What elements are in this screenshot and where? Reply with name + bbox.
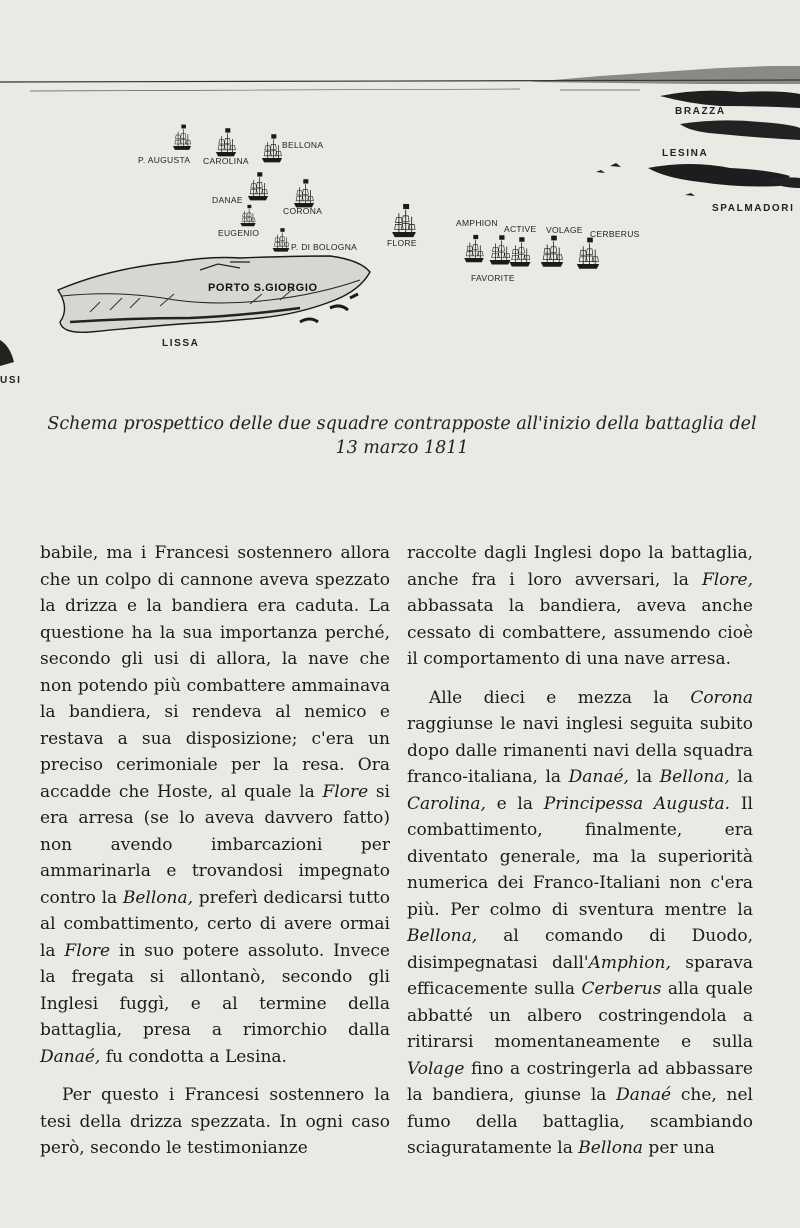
ship-name-italic: Volage <box>407 1058 465 1079</box>
label-porto-s-giorgio: PORTO S.GIORGIO <box>208 282 318 294</box>
label-lesina: LESINA <box>662 148 709 159</box>
label-corona: CORONA <box>283 206 323 216</box>
text-run: fino a costringerla ad abbassare la bandiera, giunse la <box>407 1058 753 1105</box>
label-bellona: BELLONA <box>282 140 324 150</box>
text-run: raccolte dagli Inglesi dopo la battaglia, anche fra i loro avversari, la <box>407 543 753 590</box>
left-paragraph-2 <box>40 1082 390 1162</box>
text-run: la <box>628 767 660 787</box>
label-favorite: FAVORITE <box>471 273 515 283</box>
text-run: Per questo i Francesi sostennero la tesi della drizza spezzata. In ogni caso però, secondo le testimonianze <box>40 1085 390 1158</box>
ship-name-italic: Flore <box>64 940 111 961</box>
label-amphion: AMPHION <box>456 218 498 228</box>
ship-name-italic: Amphion, <box>588 952 671 973</box>
text-column-left <box>40 540 390 1162</box>
ship-name-italic: Corona <box>690 687 753 708</box>
label-lissa: LISSA <box>162 338 200 349</box>
label-carolina: CAROLINA <box>203 156 249 166</box>
text-run: Alle dieci e mezza la <box>429 687 691 708</box>
text-run: alla quale abbatté un albero costringendola a ritirarsi momentaneamente e sulla <box>407 979 753 1052</box>
text-run: al comando di Duodo, disimpegnatasi dall' <box>407 926 753 973</box>
ship-name-italic: Carolina, <box>407 793 486 814</box>
label-p-augusta: P. AUGUSTA <box>138 155 191 165</box>
ship-name-italic: Principessa Augusta. <box>543 793 731 814</box>
ship-name-italic: Danaé <box>616 1085 672 1105</box>
ship-name-italic: Danaé, <box>40 1046 101 1067</box>
left-paragraph-1 <box>40 540 390 1070</box>
ship-name-italic: Bellona, <box>407 926 478 946</box>
text-run: che, nel fumo della battaglia, scambiando sciaguratamente la <box>407 1085 753 1158</box>
text-run: preferì dedicarsi tutto al combattimento, certo di avere ormai la <box>40 887 390 961</box>
text-run: raggiunse le navi inglesi seguita subito dopo dalle rimanenti navi della squadra franco-italiana, la <box>407 714 753 787</box>
ship-name-italic: Flore <box>322 781 369 802</box>
label-spalmadori: SPALMADORI <box>712 203 795 214</box>
label-eugenio: EUGENIO <box>218 228 260 238</box>
caption-line-1: Schema prospettico delle due squadre contrapposte all'inizio della battaglia del <box>47 414 757 434</box>
text-run: Il combattimento, finalmente, era diventato generale, ma la superiorità numerica dei Franco-Italiani non c'era più. Per colmo di sventura mentre la <box>407 793 753 920</box>
right-paragraph-2 <box>407 685 753 1162</box>
ship-name-italic: Bellona, <box>122 887 194 908</box>
text-column-right <box>407 540 753 1162</box>
label-active: ACTIVE <box>504 224 537 234</box>
label-danae: DANAE <box>212 195 243 205</box>
text-run: e la <box>485 793 544 814</box>
label-flore: FLORE <box>387 238 417 248</box>
label-usi: USI <box>0 375 22 386</box>
label-brazza: BRAZZA <box>675 106 726 117</box>
label-p-di-bologna: P. DI BOLOGNA <box>291 242 358 252</box>
text-run: per una <box>643 1138 715 1158</box>
text-run: abbassata la bandiera, aveva anche cessato di combattere, assumendo cioè il comportamento di una nave arresa. <box>407 596 753 669</box>
label-cerberus: CERBERUS <box>590 229 640 239</box>
caption-line-2: 13 marzo 1811 <box>335 438 469 458</box>
battle-schematic-illustration <box>0 0 800 395</box>
text-run: la <box>729 767 753 787</box>
ship-name-italic: Bellona <box>578 1138 644 1158</box>
figure-caption <box>38 412 766 460</box>
right-paragraph-1 <box>407 540 753 673</box>
ship-name-italic: Cerberus <box>581 979 662 999</box>
text-run: in suo potere assoluto. Invece la fregata si allontanò, secondo gli Inglesi fuggì, e al termine della battaglia, presa a rimorchio dalla <box>40 940 390 1040</box>
text-run: fu condotta a Lesina. <box>100 1046 287 1067</box>
ship-name-italic: Bellona, <box>659 767 730 787</box>
ship-name-italic: Flore, <box>701 569 753 590</box>
ship-name-italic: Danaé, <box>568 767 629 787</box>
label-volage: VOLAGE <box>546 225 583 235</box>
text-run: sparava efficacemente sulla <box>407 952 753 999</box>
text-run: babile, ma i Francesi sostennero allora che un colpo di cannone aveva spezzato la drizza e la bandiera era caduta. La questione ha la sua importanza perché, secondo gli usi di allora, la nave che non potendo più combattere ammainava la bandiera, si rendeva al nemico e restava a sua disposizione; c'era un preciso cerimoniale per la resa. Ora accadde che Hoste, al quale la <box>40 543 390 802</box>
text-run: si era arresa (se lo aveva davvero fatto) non avendo imbarcazioni per ammarinarla e trovandosi impegnato contro la <box>40 781 390 908</box>
